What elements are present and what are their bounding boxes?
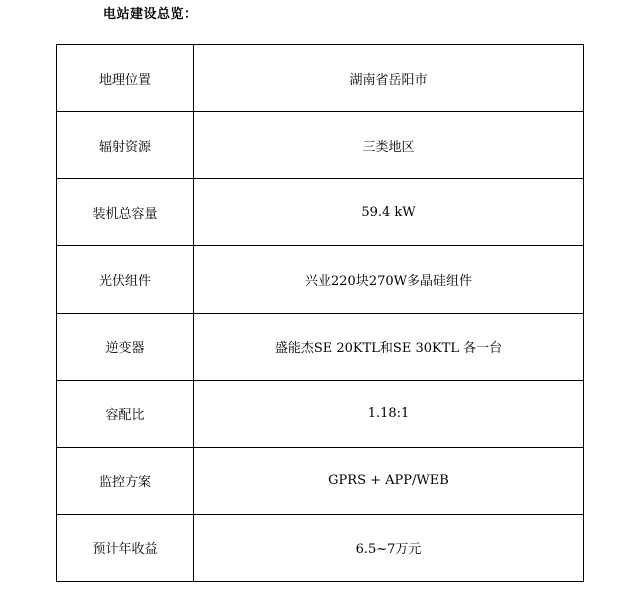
table-row bbox=[57, 179, 584, 246]
row-label-monitoring: 监控方案 bbox=[57, 447, 194, 514]
table-row bbox=[57, 112, 584, 179]
section-heading: 电站建设总览： bbox=[103, 7, 198, 22]
row-value-dc-ac-ratio: 1.18:1 bbox=[194, 380, 584, 447]
table-row bbox=[57, 514, 584, 581]
table-row bbox=[57, 313, 584, 380]
row-label-pv-modules: 光伏组件 bbox=[57, 246, 194, 313]
row-value-monitoring: GPRS + APP/WEB bbox=[194, 447, 584, 514]
row-value-radiation: 三类地区 bbox=[194, 112, 584, 179]
row-label-dc-ac-ratio: 容配比 bbox=[57, 380, 194, 447]
table-row bbox=[57, 45, 584, 112]
station-overview-table bbox=[56, 44, 584, 582]
row-label-location: 地理位置 bbox=[57, 45, 194, 112]
row-value-annual-revenue: 6.5~7万元 bbox=[194, 514, 584, 581]
row-value-capacity: 59.4 kW bbox=[194, 179, 584, 246]
row-label-inverter: 逆变器 bbox=[57, 313, 194, 380]
row-label-annual-revenue: 预计年收益 bbox=[57, 514, 194, 581]
table-row bbox=[57, 447, 584, 514]
row-label-capacity: 装机总容量 bbox=[57, 179, 194, 246]
row-value-inverter: 盛能杰SE 20KTL和SE 30KTL 各一台 bbox=[194, 313, 584, 380]
table-row bbox=[57, 380, 584, 447]
row-value-pv-modules: 兴业220块270W多晶硅组件 bbox=[194, 246, 584, 313]
table-row bbox=[57, 246, 584, 313]
row-label-radiation: 辐射资源 bbox=[57, 112, 194, 179]
row-value-location: 湖南省岳阳市 bbox=[194, 45, 584, 112]
